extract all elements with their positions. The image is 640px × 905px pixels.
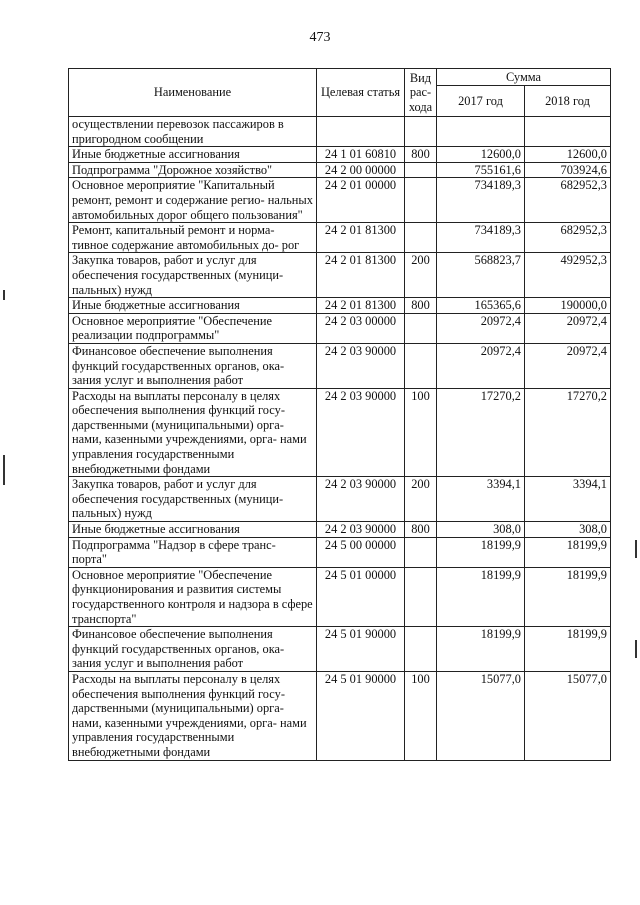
row-target-article-cell: 24 5 01 90000 — [317, 627, 405, 672]
row-name-cell: Основное мероприятие "Капитальный ремонт, ремонт и содержание регио- нальных автомобильных дорог общего пользования" — [69, 178, 317, 223]
row-target-article-cell — [317, 117, 405, 147]
row-amount-2018-cell: 12600,0 — [525, 147, 611, 163]
row-amount-2018-cell: 18199,9 — [525, 567, 611, 626]
row-amount-2018-cell: 17270,2 — [525, 388, 611, 477]
row-target-article-cell: 24 1 01 60810 — [317, 147, 405, 163]
row-name-cell: осуществлении перевозок пассажиров в пригородном сообщении — [69, 117, 317, 147]
row-amount-2018-cell: 3394,1 — [525, 477, 611, 522]
header-expense-kind: Вид рас- хода — [405, 69, 437, 117]
row-amount-2018-cell: 492952,3 — [525, 253, 611, 298]
table-row — [69, 253, 611, 298]
row-target-article-cell: 24 2 01 81300 — [317, 298, 405, 314]
header-year-2017: 2017 год — [437, 86, 525, 117]
row-expense-kind-cell — [405, 313, 437, 343]
row-amount-2018-cell: 308,0 — [525, 522, 611, 538]
table-row — [69, 178, 611, 223]
row-amount-2017-cell: 734189,3 — [437, 223, 525, 253]
row-name-cell: Расходы на выплаты персоналу в целях обеспечения выполнения функций госу- дарственными (муниципальными) орга- нами, казенными учреждениями, орга- нами управления государственными внебюджетными фондами — [69, 388, 317, 477]
row-name-cell: Расходы на выплаты персоналу в целях обеспечения выполнения функций госу- дарственными (муниципальными) орга- нами, казенными учреждениями, орга- нами управления государственными внебюджетными фондами — [69, 671, 317, 760]
row-amount-2017-cell: 165365,6 — [437, 298, 525, 314]
row-name-cell: Закупка товаров, работ и услуг для обеспечения государственных (муници- пальных) нужд — [69, 477, 317, 522]
row-amount-2017-cell: 755161,6 — [437, 162, 525, 178]
row-amount-2018-cell: 18199,9 — [525, 627, 611, 672]
table-row — [69, 477, 611, 522]
row-amount-2017-cell: 20972,4 — [437, 313, 525, 343]
row-name-cell: Иные бюджетные ассигнования — [69, 298, 317, 314]
scan-margin-mark — [635, 540, 637, 558]
row-amount-2017-cell: 3394,1 — [437, 477, 525, 522]
row-amount-2018-cell: 682952,3 — [525, 178, 611, 223]
row-expense-kind-cell: 800 — [405, 522, 437, 538]
row-amount-2018-cell: 20972,4 — [525, 343, 611, 388]
scan-margin-mark — [3, 290, 5, 300]
table-row — [69, 388, 611, 477]
row-target-article-cell: 24 2 03 90000 — [317, 477, 405, 522]
row-name-cell: Иные бюджетные ассигнования — [69, 147, 317, 163]
table-row — [69, 537, 611, 567]
row-expense-kind-cell — [405, 117, 437, 147]
row-target-article-cell: 24 2 03 00000 — [317, 313, 405, 343]
header-target-article: Целевая статья — [317, 69, 405, 117]
row-expense-kind-cell: 200 — [405, 253, 437, 298]
row-target-article-cell: 24 2 01 81300 — [317, 223, 405, 253]
header-sum: Сумма — [437, 69, 611, 86]
row-amount-2017-cell: 15077,0 — [437, 671, 525, 760]
row-target-article-cell: 24 2 00 00000 — [317, 162, 405, 178]
row-name-cell: Основное мероприятие "Обеспечение функционирования и развития системы государственного контроля и надзора в сфере транспорта" — [69, 567, 317, 626]
budget-table — [68, 68, 611, 761]
row-name-cell: Основное мероприятие "Обеспечение реализации подпрограммы" — [69, 313, 317, 343]
table-row — [69, 522, 611, 538]
row-amount-2017-cell: 308,0 — [437, 522, 525, 538]
table-row — [69, 147, 611, 163]
row-expense-kind-cell — [405, 178, 437, 223]
row-name-cell: Ремонт, капитальный ремонт и норма- тивное содержание автомобильных до- рог — [69, 223, 317, 253]
row-target-article-cell: 24 2 01 00000 — [317, 178, 405, 223]
scan-margin-mark — [635, 640, 637, 658]
row-amount-2017-cell: 18199,9 — [437, 567, 525, 626]
row-target-article-cell: 24 2 03 90000 — [317, 343, 405, 388]
row-amount-2018-cell: 703924,6 — [525, 162, 611, 178]
row-name-cell: Подпрограмма "Надзор в сфере транс- порта" — [69, 537, 317, 567]
table-row — [69, 567, 611, 626]
table-row — [69, 117, 611, 147]
row-target-article-cell: 24 2 03 90000 — [317, 522, 405, 538]
row-name-cell: Подпрограмма "Дорожное хозяйство" — [69, 162, 317, 178]
scan-margin-mark — [3, 455, 5, 485]
row-amount-2018-cell: 682952,3 — [525, 223, 611, 253]
row-target-article-cell: 24 5 01 90000 — [317, 671, 405, 760]
row-amount-2017-cell: 20972,4 — [437, 343, 525, 388]
row-expense-kind-cell: 100 — [405, 671, 437, 760]
row-target-article-cell: 24 2 03 90000 — [317, 388, 405, 477]
table-row — [69, 162, 611, 178]
row-amount-2017-cell: 734189,3 — [437, 178, 525, 223]
row-amount-2018-cell: 18199,9 — [525, 537, 611, 567]
row-amount-2017-cell: 568823,7 — [437, 253, 525, 298]
row-name-cell: Финансовое обеспечение выполнения функций государственных органов, ока- зания услуг и выполнения работ — [69, 343, 317, 388]
row-amount-2017-cell — [437, 117, 525, 147]
row-amount-2017-cell: 18199,9 — [437, 537, 525, 567]
row-expense-kind-cell — [405, 223, 437, 253]
row-amount-2018-cell: 190000,0 — [525, 298, 611, 314]
row-expense-kind-cell — [405, 567, 437, 626]
row-amount-2017-cell: 12600,0 — [437, 147, 525, 163]
row-expense-kind-cell: 200 — [405, 477, 437, 522]
row-amount-2017-cell: 18199,9 — [437, 627, 525, 672]
row-target-article-cell: 24 5 01 00000 — [317, 567, 405, 626]
row-expense-kind-cell: 100 — [405, 388, 437, 477]
row-amount-2017-cell: 17270,2 — [437, 388, 525, 477]
table-row — [69, 313, 611, 343]
row-amount-2018-cell: 20972,4 — [525, 313, 611, 343]
page-number: 473 — [309, 30, 331, 45]
table-header — [69, 69, 611, 117]
row-expense-kind-cell — [405, 627, 437, 672]
table-row — [69, 343, 611, 388]
row-expense-kind-cell — [405, 343, 437, 388]
row-expense-kind-cell — [405, 537, 437, 567]
row-expense-kind-cell — [405, 162, 437, 178]
row-amount-2018-cell — [525, 117, 611, 147]
row-target-article-cell: 24 2 01 81300 — [317, 253, 405, 298]
row-expense-kind-cell: 800 — [405, 298, 437, 314]
header-year-2018: 2018 год — [525, 86, 611, 117]
table-row — [69, 298, 611, 314]
row-target-article-cell: 24 5 00 00000 — [317, 537, 405, 567]
row-name-cell: Финансовое обеспечение выполнения функций государственных органов, ока- зания услуг и выполнения работ — [69, 627, 317, 672]
row-name-cell: Иные бюджетные ассигнования — [69, 522, 317, 538]
row-name-cell: Закупка товаров, работ и услуг для обеспечения государственных (муници- пальных) нужд — [69, 253, 317, 298]
header-name: Наименование — [69, 69, 317, 117]
table-row — [69, 671, 611, 760]
row-expense-kind-cell: 800 — [405, 147, 437, 163]
row-amount-2018-cell: 15077,0 — [525, 671, 611, 760]
table-body — [69, 117, 611, 761]
table-row — [69, 627, 611, 672]
table-row — [69, 223, 611, 253]
